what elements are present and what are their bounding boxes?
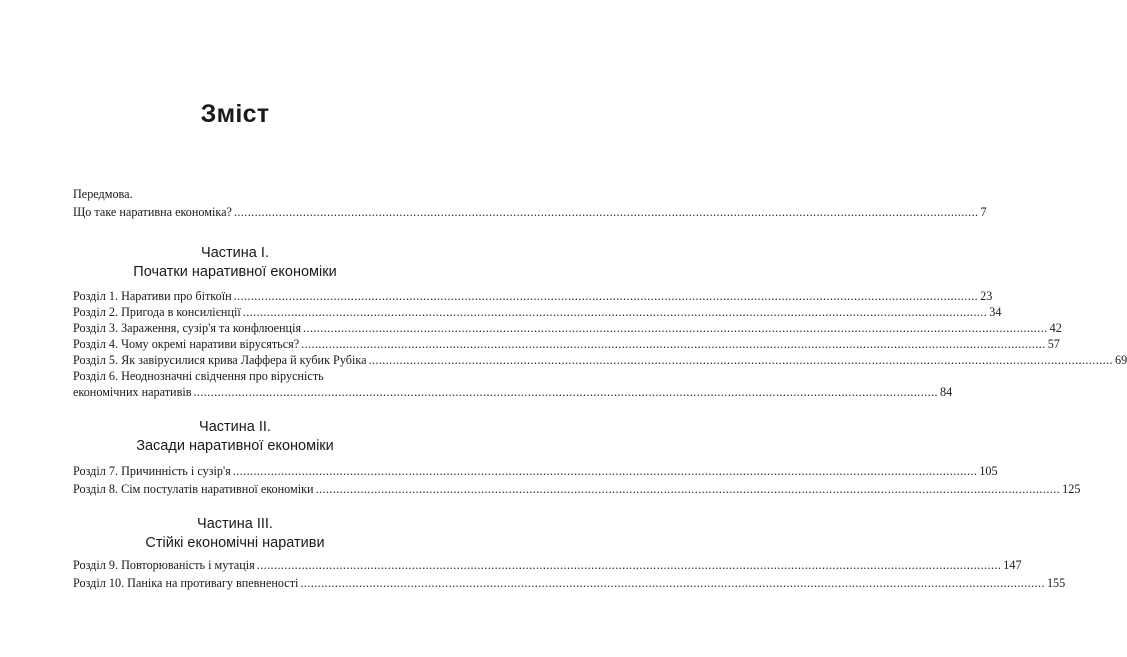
preface-line: Передмова. [73, 187, 133, 201]
toc-entry-title: Розділ 1. Наративи про біткоїн [73, 289, 232, 303]
toc-entry[interactable] [73, 463, 998, 479]
toc-entry-title: Розділ 9. Повторюваність і мутація [73, 558, 255, 572]
part-name: Початки наративної економіки [133, 264, 337, 280]
toc-entry[interactable] [73, 352, 1127, 368]
dot-leader: ........................................................................................................................................................................................................................ [233, 289, 979, 303]
toc-entry[interactable] [73, 288, 993, 304]
toc-entry-title: Розділ 8. Сім постулатів наративної економіки [73, 482, 314, 496]
dot-leader: ........................................................................................................................................................................................................................ [232, 464, 978, 478]
dot-leader: ........................................................................................................................................................................................................................ [301, 337, 1046, 351]
dot-leader: ........................................................................................................................................................................................................................ [233, 205, 979, 219]
toc-entry[interactable] [73, 557, 1022, 573]
dot-leader: ........................................................................................................................................................................................................................ [303, 321, 1048, 335]
toc-entry-title-line1[interactable]: Розділ 6. Неоднозначні свідчення про вірусність [73, 369, 324, 383]
toc-entry[interactable] [73, 320, 1062, 336]
toc-entry-page: 105 [979, 464, 998, 478]
toc-entry-page: 34 [989, 305, 1002, 319]
toc-entry[interactable] [73, 481, 1081, 497]
page-title: Зміст [200, 100, 270, 128]
toc-entry-title: Розділ 7. Причинність і сузір'я [73, 464, 231, 478]
toc-entry-title: Розділ 3. Зараження, сузір'я та конфлюенція [73, 321, 302, 335]
toc-entry[interactable] [73, 384, 953, 400]
part-label: Частина II. [199, 419, 271, 435]
part-name: Стійкі економічні наративи [145, 535, 325, 551]
part-label: Частина I. [201, 245, 269, 261]
toc-entry-title: Розділ 4. Чому окремі наративи вірусяться? [73, 337, 300, 351]
toc-entry-title: Розділ 10. Паніка на противагу впевненості [73, 576, 299, 590]
dot-leader: ........................................................................................................................................................................................................................ [300, 576, 1045, 590]
dot-leader: ........................................................................................................................................................................................................................ [256, 558, 1002, 572]
part-label: Частина III. [197, 516, 273, 532]
toc-entry-title: економічних наративів [73, 385, 192, 399]
toc-entry-page: 155 [1046, 576, 1066, 590]
toc-entry-title: Що таке наративна економіка? [73, 205, 232, 219]
toc-entry-page: 125 [1062, 482, 1081, 496]
dot-leader: ........................................................................................................................................................................................................................ [193, 385, 938, 399]
toc-entry-page: 23 [980, 289, 993, 303]
toc-entry-title: Розділ 2. Пригода в консилієнції [73, 305, 241, 319]
toc-entry-page: 147 [1003, 558, 1022, 572]
toc-entry[interactable] [73, 304, 1002, 320]
toc-entry-title: Розділ 5. Як завірусилися крива Лаффера й кубик Рубіка [73, 353, 367, 367]
toc-entry[interactable] [73, 575, 1066, 591]
part-name: Засади наративної економіки [136, 438, 334, 454]
dot-leader: ........................................................................................................................................................................................................................ [242, 305, 988, 319]
toc-entry-preface[interactable] [73, 204, 987, 220]
toc-entry-page: 42 [1049, 321, 1062, 335]
toc-entry-page: 7 [980, 205, 987, 219]
toc-entry-page: 84 [940, 385, 953, 399]
dot-leader: ........................................................................................................................................................................................................................ [315, 482, 1061, 496]
toc-entry-page: 69 [1115, 353, 1127, 367]
toc-entry[interactable] [73, 336, 1060, 352]
toc-entry-page: 57 [1047, 337, 1060, 351]
dot-leader: ........................................................................................................................................................................................................................ [368, 353, 1114, 367]
